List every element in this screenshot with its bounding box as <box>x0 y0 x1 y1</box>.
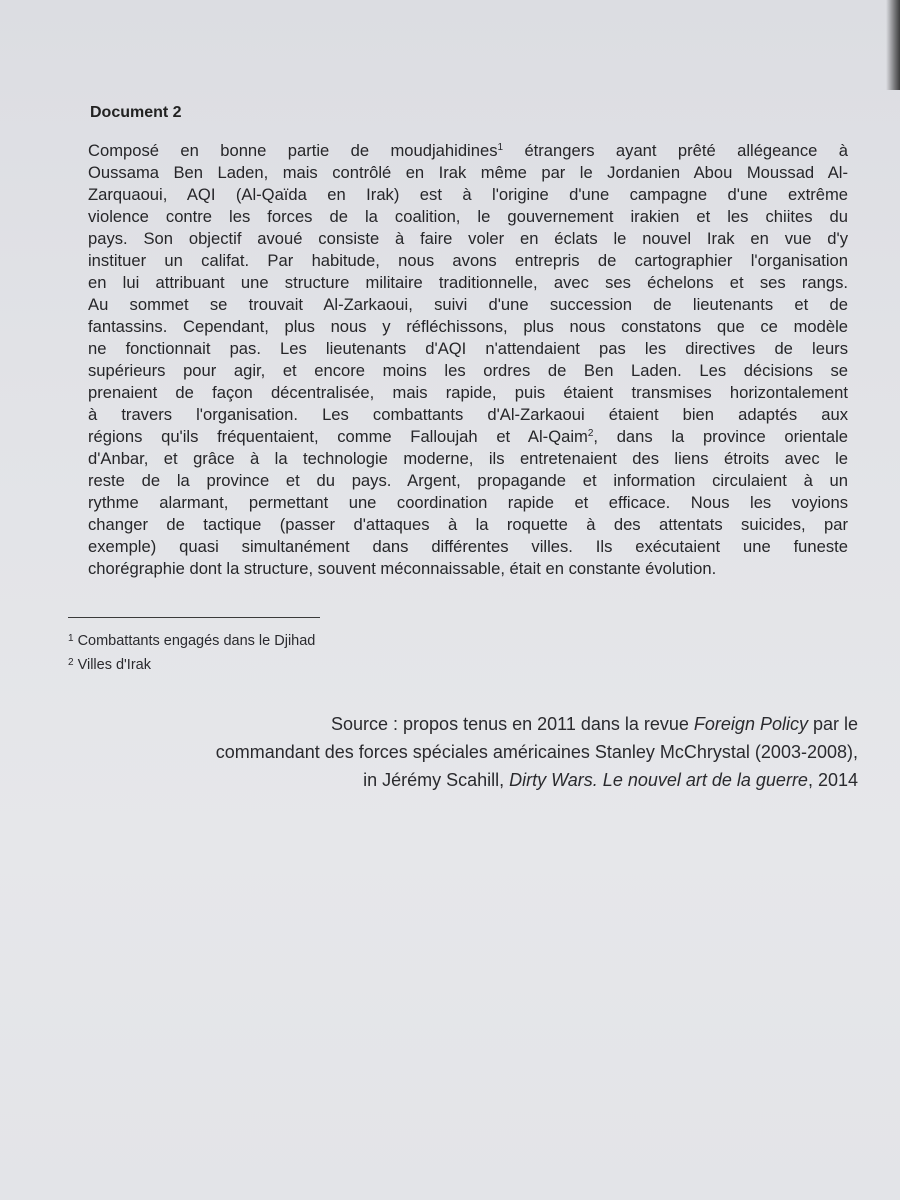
footnote-divider <box>68 617 320 618</box>
body-line: chorégraphie dont la structure, souvent méconnaissable, était en constante évolution. <box>88 559 717 578</box>
body-line: régions qu'ils fréquentaient, comme Falloujah et Al-Qaim$^2$, dans la province orientale <box>88 427 849 446</box>
body-line: d'Anbar, et grâce à la technologie moderne, ils entretenaient des liens étroits avec le <box>88 449 848 468</box>
body-line: en lui attribuant une structure militaire traditionnelle, avec ses échelons et ses rangs. <box>88 273 848 292</box>
body-line: exemple) quasi simultanément dans différentes villes. Ils exécutaient une funeste <box>88 537 848 556</box>
document-title: Document 2 <box>90 104 182 121</box>
body-line: violence contre les forces de la coalition, le gouvernement irakien et les chiites du <box>88 207 848 226</box>
body-line: reste de la province et du pays. Argent, propagande et information circulaient à un <box>88 471 848 490</box>
page-edge-shadow <box>886 0 900 90</box>
body-line: instituer un califat. Par habitude, nous avons entrepris de cartographier l'organisation <box>88 251 848 270</box>
publication-title: Foreign Policy <box>693 714 808 734</box>
body-line: Zarquaoui, AQI (Al-Qaïda en Irak) est à l'origine d'une campagne d'une extrême <box>88 185 848 204</box>
footnote-ref: 2 <box>587 428 594 439</box>
body-line: ne fonctionnait pas. Les lieutenants d'AQI n'attendaient pas les directives de leurs <box>88 339 848 358</box>
body-line: prenaient de façon décentralisée, mais rapide, puis étaient transmises horizontalement <box>88 383 848 402</box>
source-line: Source : propos tenus en 2011 dans la revue Foreign Policy par le <box>331 714 858 734</box>
footnote-number: 1 <box>68 633 74 644</box>
footnote-item <box>68 628 315 652</box>
document-body <box>88 140 848 580</box>
source-line: commandant des forces spéciales américaines Stanley McChrystal (2003-2008), <box>215 742 858 762</box>
body-line: fantassins. Cependant, plus nous y réfléchissons, plus nous constatons que ce modèle <box>88 317 848 336</box>
body-line: pays. Son objectif avoué consiste à faire voler en éclats le nouvel Irak en vue d'y <box>88 229 848 248</box>
footnote-number: 2 <box>68 657 74 668</box>
footnotes <box>68 628 315 676</box>
footnote-text: Villes d'Irak <box>77 657 151 673</box>
source-citation <box>216 710 858 794</box>
source-line: in Jérémy Scahill, Dirty Wars. Le nouvel art de la guerre, 2014 <box>363 770 858 790</box>
body-line: rythme alarmant, permettant une coordination rapide et efficace. Nous les voyions <box>88 493 848 512</box>
body-line: supérieurs pour agir, et encore moins les ordres de Ben Laden. Les décisions se <box>88 361 848 380</box>
book-title: Dirty Wars. Le nouvel art de la guerre <box>509 770 808 790</box>
body-line: changer de tactique (passer d'attaques à la roquette à des attentats suicides, par <box>88 515 848 534</box>
body-line: à travers l'organisation. Les combattants d'Al-Zarkaoui étaient bien adaptés aux <box>88 405 848 424</box>
body-line: Au sommet se trouvait Al-Zarkaoui, suivi d'une succession de lieutenants et de <box>88 295 848 314</box>
footnote-text: Combattants engagés dans le Djihad <box>77 633 316 649</box>
body-line: Composé en bonne partie de moudjahidines$^1$ étrangers ayant prêté allégeance à <box>88 141 848 160</box>
footnote-item <box>68 652 315 676</box>
footnote-ref: 1 <box>497 142 504 153</box>
body-line: Oussama Ben Laden, mais contrôlé en Irak même par le Jordanien Abou Moussad Al- <box>88 163 848 182</box>
